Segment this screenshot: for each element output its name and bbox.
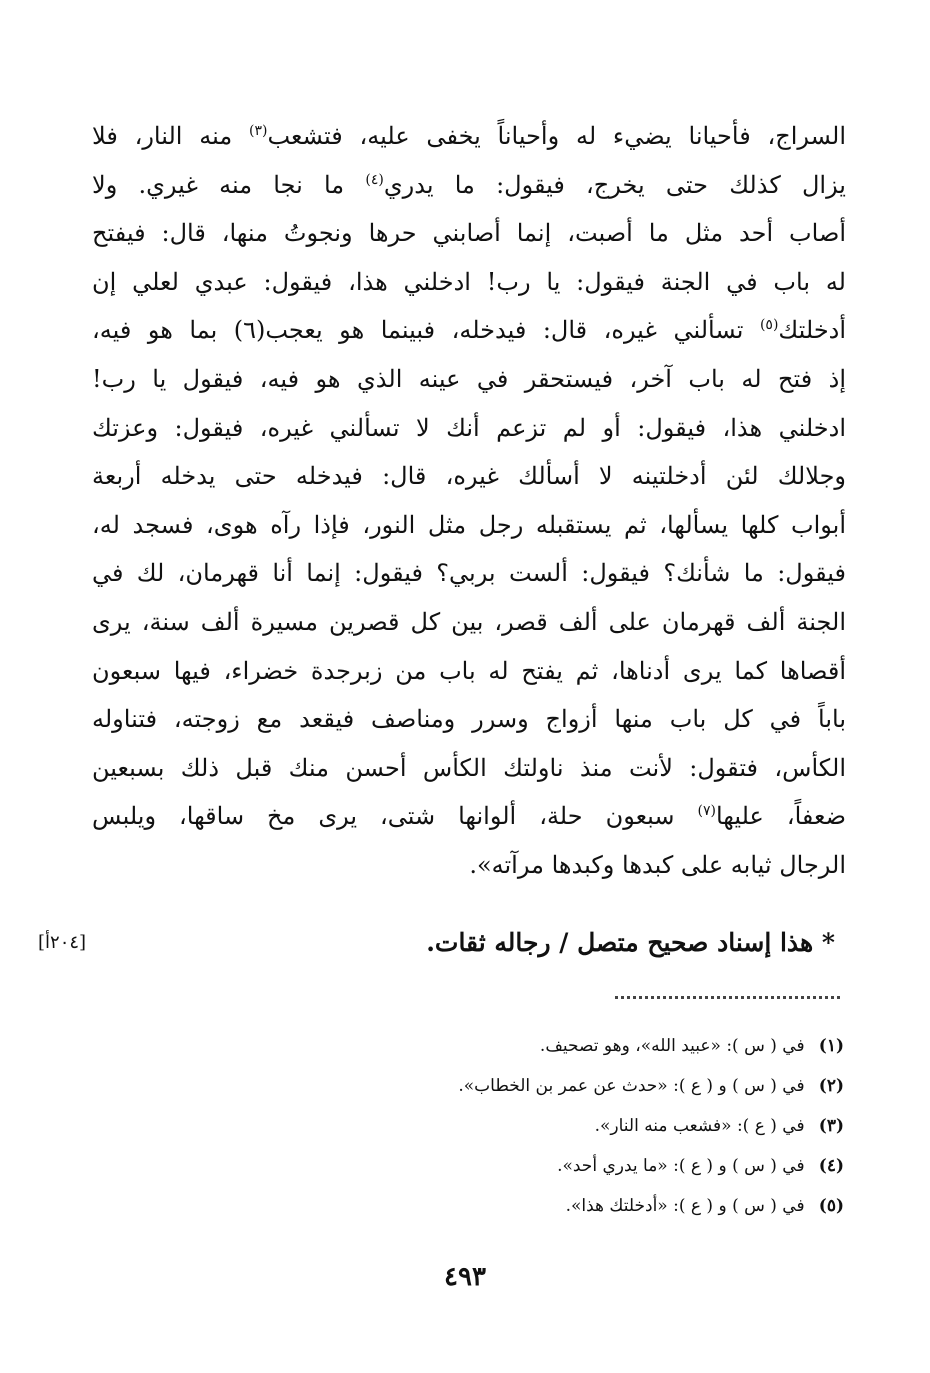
manuscript-folio-ref: [٢٠٤أ] bbox=[38, 932, 87, 953]
footnote-item bbox=[244, 1146, 844, 1186]
text-line: فيقول: ما شأنك؟ فيقول: ألست بربي؟ فيقول: إنما أنا قهرمان، لك في bbox=[92, 559, 846, 588]
text-line: الرجال ثيابه على كبدها وكبدها مرآته». bbox=[469, 850, 846, 879]
text-line: ادخلني هذا، فيقول: أو لم تزعم أنك لا تسألني غيره، فيقول: وعزتك bbox=[92, 413, 846, 442]
text-line: أبواب كلها يسألها، ثم يستقبله رجل مثل النور، فإذا رآه هوى، فسجد له، bbox=[92, 510, 846, 539]
footnote-ref[interactable]: (٥) bbox=[759, 317, 779, 334]
footnote-text: في ( س ): «عبيد الله»، وهو تصحيف. bbox=[539, 1036, 805, 1056]
footnote-number: (٣) bbox=[818, 1116, 844, 1136]
footnote-divider bbox=[615, 996, 840, 999]
footnote-ref[interactable]: (٣) bbox=[249, 123, 268, 139]
footnote-number: (٢) bbox=[818, 1076, 844, 1096]
footnote-text: في ( ع ): «فشعب منه النار». bbox=[594, 1116, 805, 1136]
text-line: يزال كذلك حتى يخرج، فيقول: ما يدري$^{(٤)}$ ما نجا منه غيري. ولا bbox=[92, 170, 846, 199]
isnad-verdict: * هذا إسناد صحيح متصل / رجاله ثقات. bbox=[426, 928, 835, 957]
footnote-text: في ( س ) و ( ع ): «ما يدري أحد». bbox=[557, 1156, 805, 1176]
text-line: إذ فتح له باب آخر، فيستحقر في عينه الذي هو فيه، فيقول يا رب! bbox=[92, 364, 846, 393]
footnote-item bbox=[244, 1066, 844, 1106]
text-line: السراج، فأحيانا يضيء له وأحياناً يخفى عليه، فتشعب$^{(٣)}$ منه النار، فلا bbox=[92, 122, 846, 150]
footnotes bbox=[244, 1026, 844, 1226]
text-line: أقصاها كما يرى أدناها، ثم يفتح له باب من زبرجدة خضراء، فيها سبعون bbox=[92, 656, 846, 685]
footnote-number: (٥) bbox=[818, 1196, 844, 1216]
footnote-item bbox=[244, 1026, 844, 1066]
text-line: الكأس، فتقول: لأنت منذ ناولتك الكأس أحسن منك قبل ذلك بسبعين bbox=[92, 753, 846, 782]
footnote-text: في ( س ) و ( ع ): «حدث عن عمر بن الخطاب». bbox=[458, 1076, 805, 1096]
text-line: له باب في الجنة فيقول: يا رب! ادخلني هذا، فيقول: عبدي لعلي إن bbox=[92, 267, 846, 296]
footnote-item bbox=[244, 1106, 844, 1146]
text-line: أدخلتك$^{(٥)}$ تسألني غيره، قال: فيدخله، فبينما هو يعجب(٦) بما هو فيه، bbox=[92, 316, 846, 345]
footnote-number: (١) bbox=[818, 1036, 844, 1056]
footnote-ref[interactable]: (٧) bbox=[697, 803, 716, 820]
text-line: ضعفاً، عليها$^{(٧)}$ سبعون حلة، ألوانها شتى، يرى مخ ساقها، ويلبس bbox=[92, 802, 846, 831]
text-line: وجلالك لئن أدخلتينه لا أسألك غيره، قال: فيدخله حتى يدخله أربعة bbox=[92, 462, 846, 491]
text-line: أصاب أحد مثل ما أصبت، إنما أصابني حرها ونجوتُ منها، قال: فيفتح bbox=[92, 219, 846, 248]
main-text bbox=[92, 112, 846, 890]
text-line: الجنة ألف قهرمان على ألف قصر، بين كل قصرين مسيرة ألف سنة، يرى bbox=[92, 607, 846, 636]
footnote-item bbox=[244, 1186, 844, 1226]
footnote-text: في ( س ) و ( ع ): «أدخلتك هذا». bbox=[565, 1196, 805, 1216]
footnote-number: (٤) bbox=[818, 1156, 844, 1176]
footnote-ref[interactable]: (٤) bbox=[365, 171, 384, 188]
text-line: باباً في كل باب منها أزواج وسرر ومناصف فيقعد مع زوجته، فتناوله bbox=[92, 705, 846, 734]
page-number: ٤٩٣ bbox=[444, 1262, 486, 1292]
